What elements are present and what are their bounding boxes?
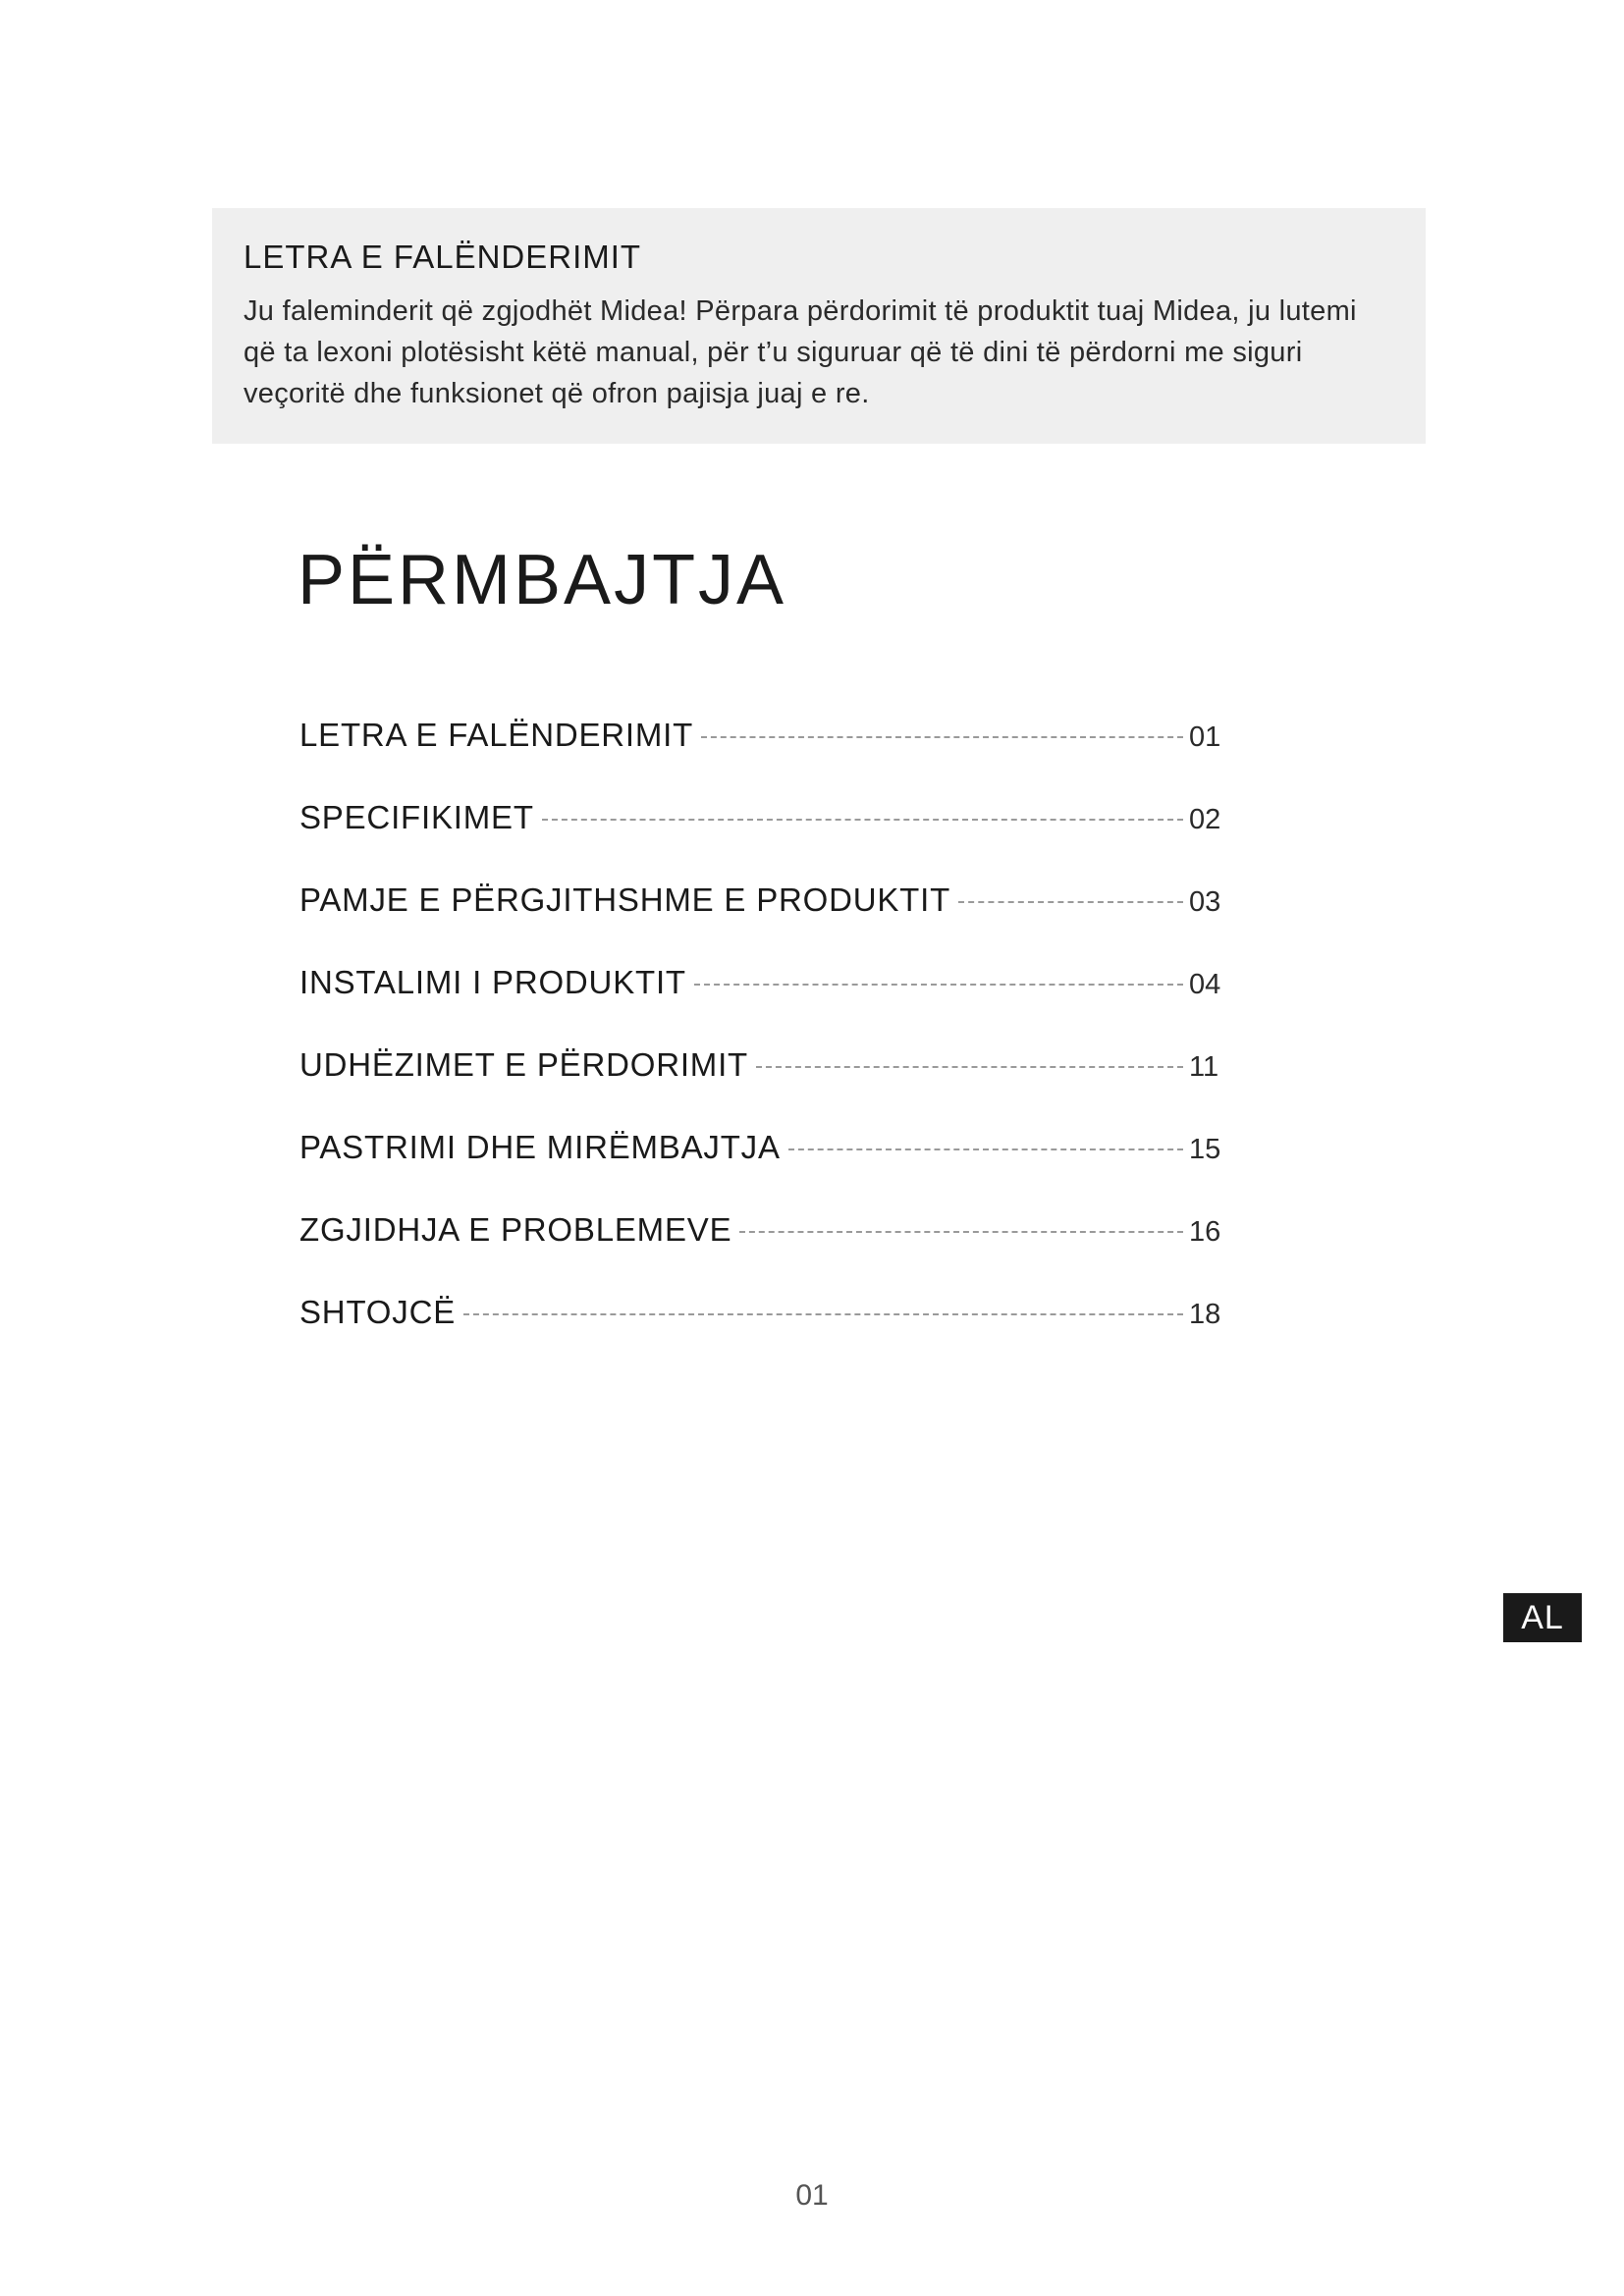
toc-entry-page: 01 [1189,721,1221,753]
toc-entry-appendix[interactable] [299,1294,1224,1376]
toc-dotted-leader [756,1066,1183,1068]
toc-entry-operating-instructions[interactable] [299,1046,1224,1129]
toc-dotted-leader [701,736,1183,738]
language-tab: AL [1503,1593,1582,1642]
toc-entry-label: SHTOJCË [299,1294,457,1330]
table-of-contents [299,717,1224,1376]
toc-entry-page: 18 [1189,1299,1221,1330]
toc-entry-page: 03 [1189,886,1221,918]
toc-entry-installation[interactable] [299,964,1224,1046]
toc-entry-troubleshooting[interactable] [299,1211,1224,1294]
toc-entry-specifications[interactable] [299,799,1224,881]
toc-entry-cleaning-maintenance[interactable] [299,1129,1224,1211]
contents-heading: PËRMBAJTJA [298,541,787,619]
toc-entry-label: INSTALIMI I PRODUKTIT [299,964,686,1000]
thank-you-letter-box [212,208,1426,444]
toc-entry-product-overview[interactable] [299,881,1224,964]
page-number: 01 [795,2179,829,2212]
letter-title: LETRA E FALËNDERIMIT [244,239,642,275]
toc-entry-page: 16 [1189,1216,1221,1248]
toc-entry-label: LETRA E FALËNDERIMIT [299,717,694,753]
toc-dotted-leader [694,984,1183,986]
toc-dotted-leader [739,1231,1183,1233]
toc-entry-page: 04 [1189,969,1221,1000]
letter-body: Ju faleminderit që zgjodhët Midea! Përpara përdorimit të produktit tuaj Midea, ju lutemi që ta lexoni plotësisht këtë manual, për t’u siguruar që të dini të përdorni me siguri veçoritë dhe funksionet që ofron pajisja juaj e re. [244,294,1357,409]
toc-entry-label: ZGJIDHJA E PROBLEMEVE [299,1211,732,1248]
toc-entry-label: PASTRIMI DHE MIRËMBAJTJA [299,1129,781,1165]
toc-entry-page: 15 [1189,1134,1221,1165]
toc-entry-label: UDHËZIMET E PËRDORIMIT [299,1046,749,1083]
toc-entry-page: 02 [1189,804,1221,835]
toc-entry-label: SPECIFIKIMET [299,799,534,835]
toc-entry-thank-you-letter[interactable] [299,717,1224,799]
toc-dotted-leader [788,1148,1183,1150]
toc-dotted-leader [542,819,1183,821]
toc-dotted-leader [463,1313,1183,1315]
toc-dotted-leader [958,901,1183,903]
toc-entry-label: PAMJE E PËRGJITHSHME E PRODUKTIT [299,881,951,918]
toc-entry-page: 11 [1189,1051,1219,1083]
